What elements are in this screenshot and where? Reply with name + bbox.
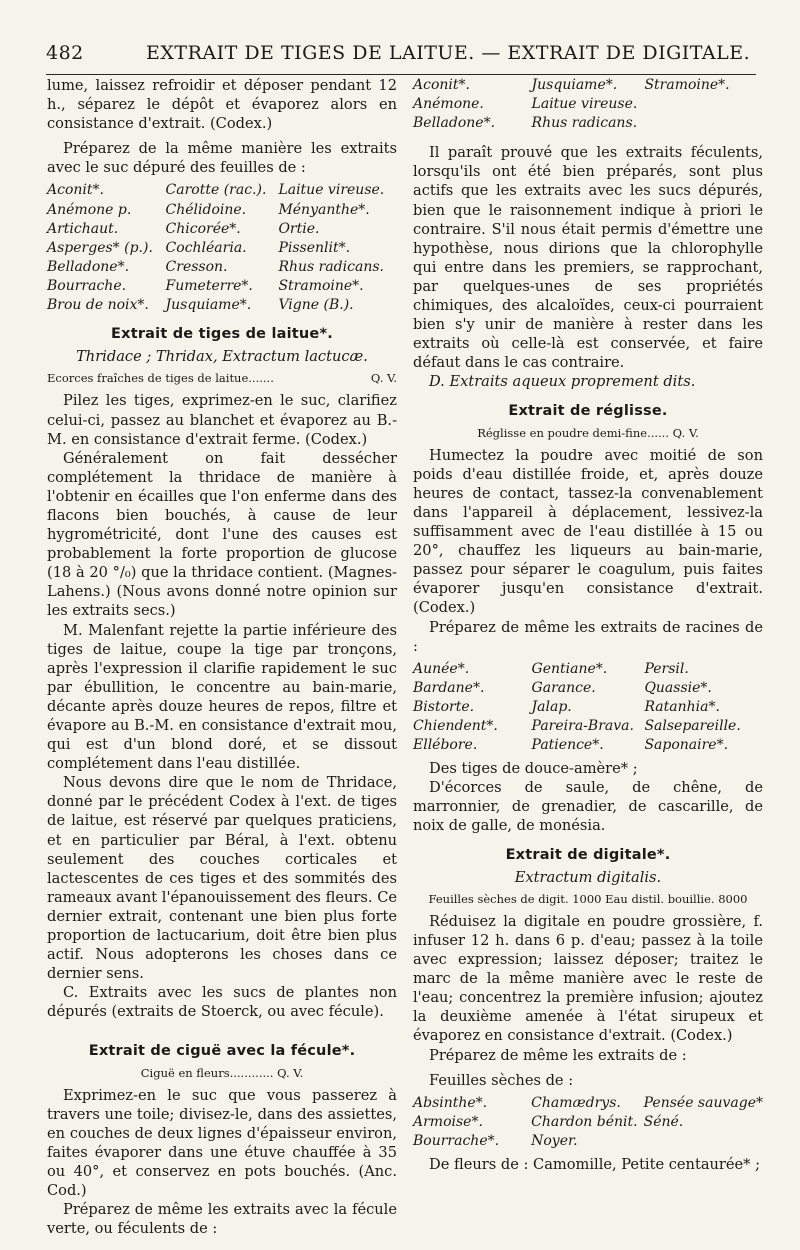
plant-name: Rhus radicans. bbox=[278, 258, 384, 275]
plant-name: Gentiane*. bbox=[531, 660, 608, 677]
plant-name: Vigne (B.). bbox=[278, 297, 354, 314]
plant-name: Belladone*. bbox=[47, 258, 130, 275]
plant-name: Séné. bbox=[643, 1113, 684, 1130]
plant-name: Carotte (rac.). bbox=[165, 182, 267, 199]
plant-name: Salsepareille. bbox=[644, 718, 741, 734]
plant-name: Ményanthe*. bbox=[278, 201, 370, 218]
ingredient-line bbox=[47, 1064, 397, 1083]
ingredient-line bbox=[413, 424, 763, 443]
paragraph: D. Extraits aqueux proprement dits. bbox=[429, 373, 696, 391]
paragraph: Préparez de même les extraits de racines de : bbox=[413, 618, 763, 655]
plant-name: Stramoine*. bbox=[278, 277, 364, 294]
plant-name: Aunée*. bbox=[413, 660, 470, 677]
ingredient-line: Feuilles sèches de digit. 1000 Eau distil. bouillie. 8000 bbox=[428, 891, 748, 906]
ingredient-line bbox=[47, 369, 397, 388]
plant-name: Artichaut. bbox=[47, 220, 119, 237]
plant-name: Laitue vireuse. bbox=[531, 96, 638, 113]
ingredient-name: Réglisse en poudre demi-fine...... bbox=[477, 425, 669, 440]
plant-name: Armoise*. bbox=[413, 1113, 483, 1130]
paragraph: Exprimez-en le suc que vous passerez à travers une toile; divisez-le, dans des assiettes, en couches de deux lignes d'épaisseur environ, faites évaporer dans une étuve chauffée à 35 ou 40°, et conservez en pots bouchés. (Anc. Cod.) bbox=[47, 1086, 397, 1200]
plant-name: Rhus radicans. bbox=[531, 115, 638, 132]
paragraph: Préparez de même les extraits avec la fécule verte, ou féculents de : bbox=[47, 1201, 397, 1238]
plant-name: Persil. bbox=[644, 660, 689, 677]
plant-name: Bardane*. bbox=[413, 679, 485, 696]
plant-list bbox=[413, 660, 763, 755]
running-header bbox=[46, 42, 756, 75]
plant-name: Ortie. bbox=[278, 220, 320, 237]
plant-name: Jusquiame*. bbox=[531, 77, 618, 93]
plant-list bbox=[47, 181, 397, 315]
plant-name: Cresson. bbox=[165, 258, 228, 275]
section-subtitle: Extractum digitalis. bbox=[514, 868, 662, 886]
plant-name bbox=[644, 114, 763, 133]
paragraph: D'écorces de saule, de chêne, de marronnier, de grenadier, de cascarille, de noix de galle, de monésia. bbox=[413, 779, 763, 835]
plant-name: Garance. bbox=[531, 679, 596, 696]
plant-name: Jusquiame*. bbox=[165, 297, 252, 314]
page-number: 482 bbox=[46, 42, 84, 64]
plant-name: Chélidoine. bbox=[165, 201, 247, 218]
plant-name: Pensée sauvage* bbox=[643, 1094, 763, 1111]
paragraph: lume, laissez refroidir et déposer pendant 12 h., séparez le dépôt et évaporez alors en consistance d'extrait. (Codex.) bbox=[47, 77, 397, 133]
ingredient-name: Ecorces fraîches de tiges de laitue....... bbox=[47, 371, 274, 386]
section-heading: Extrait de réglisse. bbox=[508, 402, 668, 419]
plant-name: Ratanhia*. bbox=[644, 698, 720, 715]
paragraph: Réduisez la digitale en poudre grossière, f. infuser 12 h. dans 6 p. d'eau; passez à la toile avec expression; laissez déposer; traitez le marc de la même manière avec le reste de l'eau; concentrez la première infusion; ajoutez la deuxième amenée à l'état sirupeux et évaporez en consistance d'extrait. (Codex.) bbox=[413, 912, 763, 1045]
ingredient-quantity: Q. V. bbox=[370, 371, 397, 386]
paragraph: De fleurs de : Camomille, Petite centaurée* ; bbox=[429, 1155, 761, 1173]
section-subtitle: Thridace ; Thridax, Extractum lactucæ. bbox=[76, 348, 368, 366]
running-title: EXTRAIT DE TIGES DE LAITUE. — EXTRAIT DE DIGITALE. bbox=[146, 42, 751, 64]
paragraph: Généralement on fait dessécher complétement la thridace de manière à l'obtenir en écailles que l'on enferme dans des flacons bien bouchés, à cause de leur hygrométricité, dont l'une des causes est probablement la forte proportion de glucose (18 à 20 °/₀) que la thridace contient. (Magnes-Lahens.) (Nous avons donné notre opinion sur les extraits secs.) bbox=[47, 449, 397, 620]
plant-name: Brou de noix*. bbox=[47, 297, 149, 314]
section-heading: Extrait de ciguë avec la fécule*. bbox=[88, 1042, 356, 1059]
plant-name: Bistorte. bbox=[413, 698, 475, 715]
plant-name: Chardon bénit. bbox=[531, 1113, 638, 1130]
plant-name: Chamædrys. bbox=[531, 1094, 621, 1111]
plant-name: Saponaire*. bbox=[644, 737, 729, 754]
plant-name bbox=[644, 1132, 763, 1151]
plant-list bbox=[413, 76, 763, 133]
section-heading: Extrait de tiges de laitue*. bbox=[111, 326, 333, 343]
plant-name: Asperges* (p.). bbox=[47, 239, 153, 256]
plant-name: Fumeterre*. bbox=[165, 277, 253, 294]
plant-name: Aconit*. bbox=[413, 77, 470, 93]
plant-name: Pissenlit*. bbox=[278, 239, 351, 256]
plant-name: Noyer. bbox=[531, 1132, 578, 1149]
plant-name: Stramoine*. bbox=[644, 77, 730, 93]
plant-name bbox=[644, 95, 763, 114]
paragraph: Préparez de la même manière les extraits avec le suc dépuré des feuilles de : bbox=[47, 140, 397, 177]
plant-name: Laitue vireuse. bbox=[278, 182, 385, 199]
plant-name: Absinthe*. bbox=[413, 1094, 488, 1111]
plant-list bbox=[413, 1094, 763, 1151]
ingredient-name: Ciguë en fleurs............ bbox=[140, 1065, 274, 1080]
paragraph: Des tiges de douce-amère* ; bbox=[429, 760, 638, 778]
plant-name: Chiendent*. bbox=[413, 718, 498, 734]
plant-name: Patience*. bbox=[531, 737, 604, 754]
paragraph: M. Malenfant rejette la partie inférieure des tiges de laitue, coupe la tige par tronçons, après l'expression il clarifie rapidement le suc par ébullition, le concentre au bain-marie, décante après douze heures de repos, filtre et évapore au B.-M. en consistance d'extrait mou, qui est d'un blond doré, et se dissout complétement dans l'eau distillée. bbox=[47, 621, 397, 773]
plant-name: Quassie*. bbox=[644, 679, 712, 696]
plant-name: Bourrache*. bbox=[413, 1132, 500, 1149]
plant-name: Anémone. bbox=[413, 96, 484, 113]
plant-name: Jalap. bbox=[531, 698, 572, 715]
plant-name: Ellébore. bbox=[413, 737, 478, 754]
paragraph: Nous devons dire que le nom de Thridace, donné par le précédent Codex à l'ext. de tiges de laitue, est réservé par quelques praticiens, et en particulier par Béral, à l'ext. obtenu seulement des couches corticales et lactescentes de ces tiges et des sommités des rameaux avant l'épanouissement des fleurs. Ce dernier extrait, contenant une bien plus forte proportion de lactucarium, doit être bien plus actif. Nous adopterons les choses dans ce dernier sens. bbox=[47, 774, 397, 983]
paragraph: Humectez la poudre avec moitié de son poids d'eau distillée froide, et, après douze heures de contact, tassez-la convenablement dans l'appareil à déplacement, lessivez-la suffisamment avec de l'eau distillée à 15 ou 20°, chauffez les liqueurs au bain-marie, passez pour séparer le coagulum, puis faites évaporer jusqu'en consistance d'extrait. (Codex.) bbox=[413, 446, 763, 617]
ingredient-quantity: Q. V. bbox=[277, 1065, 304, 1080]
paragraph: Feuilles sèches de : bbox=[429, 1071, 574, 1089]
plant-name: Pareira-Brava. bbox=[531, 718, 634, 734]
paragraph: Préparez de même les extraits de : bbox=[429, 1046, 687, 1064]
plant-name: Aconit*. bbox=[47, 182, 104, 199]
plant-name: Chicorée*. bbox=[165, 220, 241, 237]
plant-name: Anémone p. bbox=[47, 201, 132, 218]
section-heading: Extrait de digitale*. bbox=[505, 846, 671, 863]
left-column bbox=[47, 76, 397, 1238]
paragraph: Pilez les tiges, exprimez-en le suc, clarifiez celui-ci, passez au blanchet et évaporez au B.-M. en consistance d'extrait ferme. (Codex.) bbox=[47, 392, 397, 448]
ingredient-quantity: Q. V. bbox=[672, 425, 699, 440]
paragraph: C. Extraits avec les sucs de plantes non dépurés (extraits de Stoerck, ou avec fécule). bbox=[47, 984, 397, 1021]
right-column bbox=[413, 76, 763, 1174]
plant-name: Belladone*. bbox=[413, 115, 496, 132]
plant-name: Bourrache. bbox=[47, 277, 127, 294]
paragraph: Il paraît prouvé que les extraits féculents, lorsqu'ils ont été bien préparés, sont plus actifs que les extraits avec les sucs dépurés, bien que le raisonnement indique à priori le contraire. S'il nous était permis d'émettre une hypothèse, nous dirions que la chlorophylle qui entre dans les premiers, se rapprochant, par quelques-unes de ses propriétés chimiques, des alcaloïdes, ceux-ci pourraient bien s'y unir de manière à rester dans les extraits où celle-là est conservée, et faire défaut dans le cas contraire. bbox=[413, 144, 763, 372]
plant-name: Cochléaria. bbox=[165, 239, 247, 256]
